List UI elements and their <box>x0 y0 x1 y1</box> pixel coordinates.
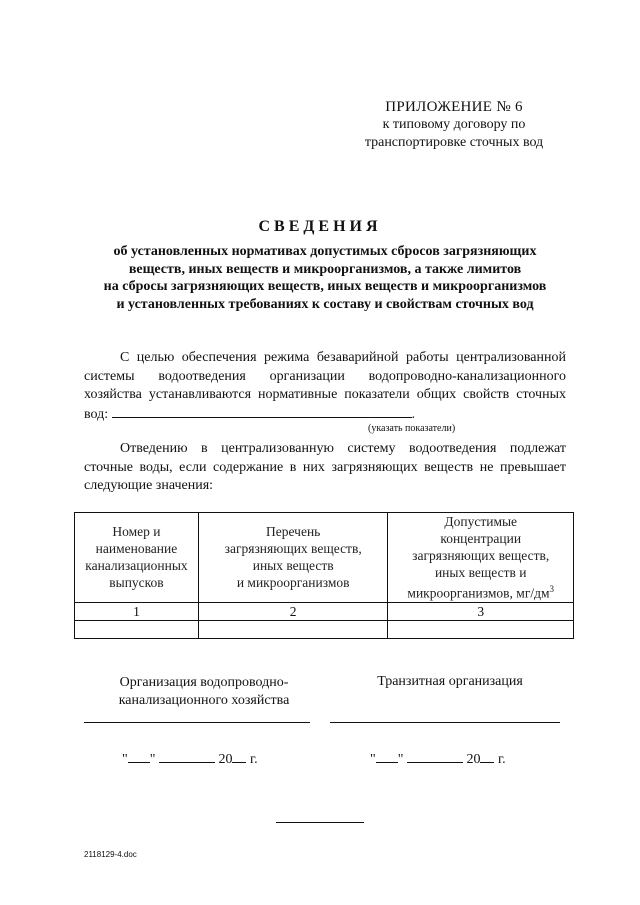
paragraph-discharge-conditions: Отведению в централизованную систему водоотведения подлежат сточные воды, если содержание в них загрязняющих веществ не превышает следующие значения: <box>84 441 566 493</box>
indicators-hint: (указать показатели) <box>368 423 456 434</box>
signature-left-label-2: канализационного хозяйства <box>118 693 290 708</box>
unit-superscript: 3 <box>549 584 555 594</box>
subtitle-line: на сбросы загрязняющих веществ, иных веществ и микроорганизмов <box>103 279 547 294</box>
column-number: 2 <box>198 602 388 620</box>
document-title: СВЕДЕНИЯ <box>258 218 382 235</box>
appendix-line-1: к типовому договору по <box>382 117 526 132</box>
subtitle-line: и установленных требованиях к составу и свойствам сточных вод <box>116 296 534 312</box>
signature-line-left <box>84 722 310 723</box>
date-left: " " 20 г. <box>122 752 258 767</box>
header-pollutants-list: Перечень загрязняющих веществ, иных веществ и микроорганизмов <box>198 513 388 603</box>
day-blank <box>376 750 398 763</box>
signature-block-left <box>84 674 324 710</box>
year-blank <box>480 750 494 763</box>
signature-line-right <box>330 722 560 723</box>
paragraph-sewage-properties <box>84 349 566 424</box>
month-blank <box>407 750 463 763</box>
table-header-row <box>75 513 574 603</box>
year-blank <box>232 750 246 763</box>
subtitle-line: об установленных нормативах допустимых сбросов загрязняющих <box>113 244 537 259</box>
document-subtitle <box>60 243 590 313</box>
table-cell <box>75 620 199 638</box>
column-number: 3 <box>388 602 574 620</box>
paragraph-1-text: С целью обеспечения режима безаварийной работы централизованной системы водоотведения организации водопроводно-канализационного хозяйства устанавливаются нормативные показатели общих свойств сточных вод: <box>84 350 566 422</box>
day-blank <box>128 750 150 763</box>
table-cell <box>198 620 388 638</box>
column-number: 1 <box>75 602 199 620</box>
signature-right-label: Транзитная организация <box>377 674 523 689</box>
header-allowed-concentrations: Допустимые концентрации загрязняющих веществ, иных веществ и микроорганизмов, $мг/дм^3$ <box>388 513 574 603</box>
header-outlet-number: Номер и наименование канализационных выпусков <box>75 513 199 603</box>
table-empty-row <box>75 620 574 638</box>
paragraph-1-end: . <box>411 406 416 422</box>
document-code: 2118129-4.doc <box>84 850 137 859</box>
date-right: " " 20 г. <box>370 752 506 767</box>
footer-divider <box>276 822 364 823</box>
indicators-blank-line <box>112 405 412 418</box>
table-cell <box>388 620 574 638</box>
appendix-line-2: транспортировке сточных вод <box>364 135 544 150</box>
subtitle-line: веществ, иных веществ и микроорганизмов, а также лимитов <box>128 261 522 277</box>
signature-left-label-1: Организация водопроводно- <box>119 675 289 690</box>
concentrations-table <box>74 512 574 639</box>
month-blank <box>159 750 215 763</box>
appendix-title: ПРИЛОЖЕНИЕ № 6 <box>385 99 523 115</box>
table-number-row <box>75 602 574 620</box>
appendix-header <box>330 98 578 152</box>
